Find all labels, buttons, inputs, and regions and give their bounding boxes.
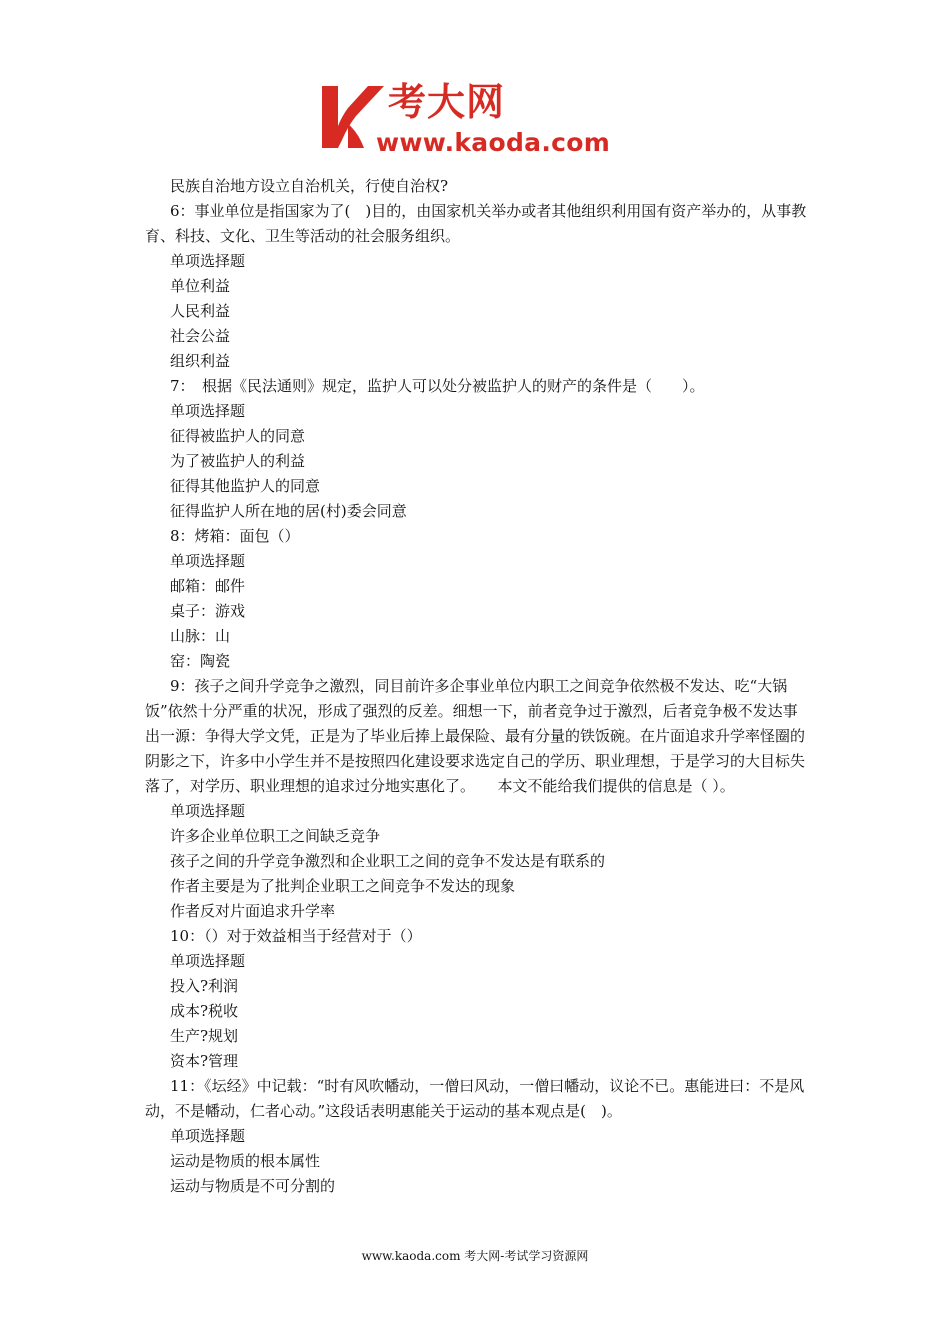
option: 孩子之间的升学竞争激烈和企业职工之间的竞争不发达是有联系的 xyxy=(170,852,606,870)
question-type: 单项选择题 xyxy=(170,252,246,270)
kaoda-logo xyxy=(318,78,648,162)
option: 山脉：山 xyxy=(170,627,231,645)
option: 征得被监护人的同意 xyxy=(170,427,306,445)
option: 人民利益 xyxy=(170,302,231,320)
paragraph: 民族自治地方设立自治机关，行使自治权? xyxy=(170,177,449,195)
question-10: 10：（）对于效益相当于经营对于（） xyxy=(170,927,422,945)
option: 为了被监护人的利益 xyxy=(170,452,306,470)
option: 征得其他监护人的同意 xyxy=(170,477,321,495)
option: 生产?规划 xyxy=(170,1027,239,1045)
document-body xyxy=(145,174,809,1199)
question-type: 单项选择题 xyxy=(170,552,246,570)
option: 邮箱：邮件 xyxy=(170,577,246,595)
logo-url: www.kaoda.com xyxy=(376,128,611,157)
option: 投入?利润 xyxy=(170,977,239,995)
option: 社会公益 xyxy=(170,327,231,345)
question-type: 单项选择题 xyxy=(170,402,246,420)
option: 作者主要是为了批判企业职工之间竞争不发达的现象 xyxy=(170,877,516,895)
option: 桌子：游戏 xyxy=(170,602,246,620)
option: 许多企业单位职工之间缺乏竞争 xyxy=(170,827,381,845)
option: 作者反对片面追求升学率 xyxy=(170,902,336,920)
question-type: 单项选择题 xyxy=(170,952,246,970)
option: 组织利益 xyxy=(170,352,231,370)
question-8: 8：烤箱：面包（） xyxy=(170,527,300,545)
option: 成本?税收 xyxy=(170,1002,239,1020)
option: 资本?管理 xyxy=(170,1052,239,1070)
option: 运动是物质的根本属性 xyxy=(170,1152,321,1170)
option: 运动与物质是不可分割的 xyxy=(170,1177,336,1195)
logo-chinese-name: 考大网 xyxy=(388,80,506,124)
question-9: 9：孩子之间升学竞争之激烈，同目前许多企事业单位内职工之间竞争依然极不发达、吃“大锅饭”依然十分严重的状况，形成了强烈的反差。细想一下，前者竞争过于激烈，后者竞争极不发达事出一源：争得大学文凭，正是为了毕业后捧上最保险、最有分量的铁饭碗。在片面追求升学率怪圈的阴影之下，许多中小学生并不是按照四化建设要求选定自己的学历、职业理想，于是学习的大目标失落了，对学历、职业理想的追求过分地实惠化了。 本文不能给我们提供的信息是（ ）。 xyxy=(145,677,806,795)
question-type: 单项选择题 xyxy=(170,802,246,820)
option: 窑：陶瓷 xyxy=(170,652,231,670)
question-6: 6：事业单位是指国家为了( )目的，由国家机关举办或者其他组织利用国有资产举办的，从事教育、科技、文化、卫生等活动的社会服务组织。 xyxy=(145,202,807,245)
question-11: 11：《坛经》中记载：“时有风吹幡动，一僧曰风动，一僧曰幡动，议论不已。惠能进曰：不是风动，不是幡动，仁者心动。”这段话表明惠能关于运动的基本观点是( )。 xyxy=(145,1077,805,1120)
question-type: 单项选择题 xyxy=(170,1127,246,1145)
option: 征得监护人所在地的居(村)委会同意 xyxy=(170,502,407,520)
option: 单位利益 xyxy=(170,277,231,295)
page-footer: www.kaoda.com 考大网-考试学习资源网 xyxy=(361,1249,589,1263)
question-7: 7： 根据《民法通则》规定，监护人可以处分被监护人的财产的条件是（ ）。 xyxy=(170,377,705,395)
